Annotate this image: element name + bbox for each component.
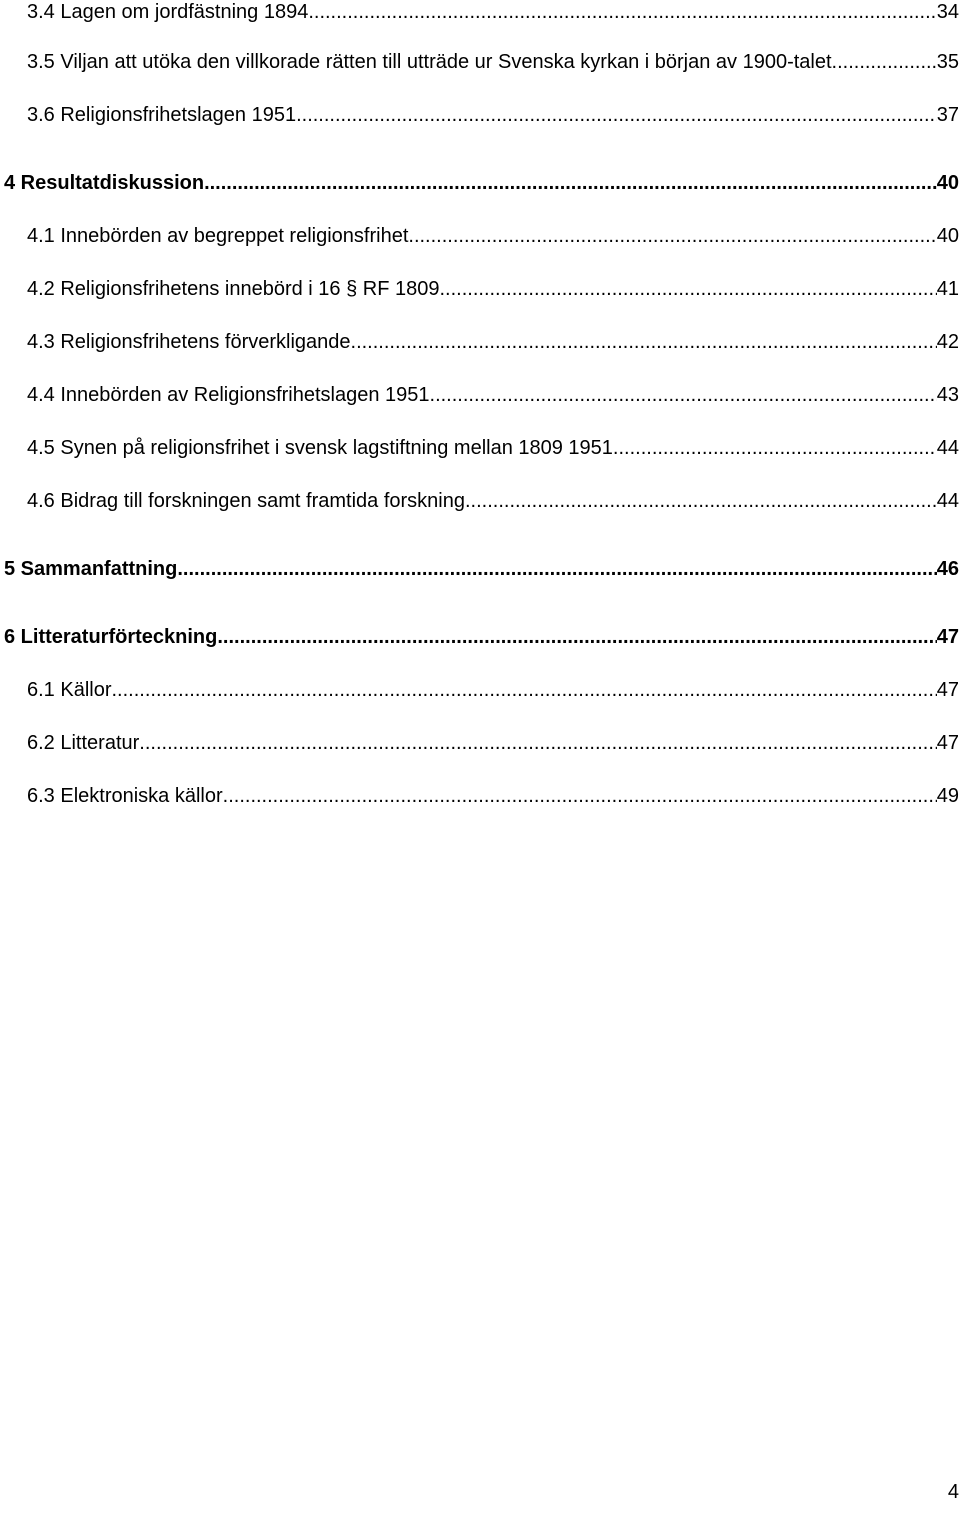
- toc-entry-page: 47: [936, 626, 959, 648]
- toc-dot-leader: [112, 678, 937, 702]
- toc-entry-page: 43: [936, 384, 959, 406]
- toc-entry-page: 44: [936, 437, 959, 459]
- toc-dot-leader: [430, 383, 937, 407]
- toc-entry-chapter[interactable]: [4, 557, 960, 581]
- toc-entry[interactable]: [27, 224, 960, 248]
- toc-entry-title: 6.2 Litteratur: [27, 732, 140, 754]
- toc-entry[interactable]: [27, 103, 960, 127]
- toc-dot-leader: [832, 50, 937, 74]
- toc-dot-leader: [223, 784, 937, 808]
- page-number: 4: [947, 1481, 959, 1503]
- toc-entry-page: 41: [936, 278, 959, 300]
- toc-dot-leader: [439, 277, 936, 301]
- toc-entry-title: 3.5 Viljan att utöka den villkorade rätten till utträde ur Svenska kyrkan i början av 1900-talet: [27, 51, 832, 73]
- toc-entry-page: 40: [936, 225, 959, 247]
- toc-entry-title: 4 Resultatdiskussion: [4, 172, 205, 194]
- toc-entry[interactable]: [27, 330, 960, 354]
- toc-entry-title: 4.2 Religionsfrihetens innebörd i 16 § RF 1809: [27, 278, 440, 300]
- toc-entry-title: 6.3 Elektroniska källor: [27, 785, 223, 807]
- toc-entry-page: 47: [936, 732, 959, 754]
- toc-entry[interactable]: [27, 784, 960, 808]
- toc-dot-leader: [613, 436, 937, 460]
- toc-entry-chapter[interactable]: [4, 625, 960, 649]
- toc-entry[interactable]: [27, 678, 960, 702]
- toc-entry-title: 6 Litteraturförteckning: [4, 626, 218, 648]
- toc-dot-leader: [296, 103, 937, 127]
- toc-dot-leader: [308, 0, 936, 24]
- toc-entry[interactable]: [27, 436, 960, 460]
- toc-entry-page: 44: [936, 490, 959, 512]
- toc-entry-page: 47: [936, 679, 959, 701]
- toc-dot-leader: [177, 557, 936, 581]
- toc-entry-title: 4.3 Religionsfrihetens förverkligande: [27, 331, 351, 353]
- toc-entry[interactable]: [27, 0, 960, 24]
- toc-dot-leader: [217, 625, 936, 649]
- toc-dot-leader: [139, 731, 936, 755]
- toc-entry-title: 4.6 Bidrag till forskningen samt framtida forskning: [27, 490, 465, 512]
- toc-entry[interactable]: [27, 277, 960, 301]
- toc-entry-title: 3.4 Lagen om jordfästning 1894: [27, 1, 309, 23]
- toc-entry-title: 6.1 Källor: [27, 679, 112, 701]
- toc-entry-page: 35: [936, 51, 959, 73]
- toc-dot-leader: [408, 224, 936, 248]
- toc-entry-title: 3.6 Religionsfrihetslagen 1951: [27, 104, 297, 126]
- toc-entry-title: 5 Sammanfattning: [4, 558, 178, 580]
- toc-entry[interactable]: [27, 383, 960, 407]
- toc-dot-leader: [351, 330, 937, 354]
- toc-entry[interactable]: [27, 489, 960, 513]
- toc-entry[interactable]: [27, 731, 960, 755]
- toc-entry-page: 42: [936, 331, 959, 353]
- toc-entry[interactable]: [27, 50, 960, 74]
- toc-entry-title: 4.5 Synen på religionsfrihet i svensk lagstiftning mellan 1809 1951: [27, 437, 613, 459]
- toc-entry-page: 46: [936, 558, 959, 580]
- toc-entry-page: 34: [936, 1, 959, 23]
- toc-entry-page: 49: [936, 785, 959, 807]
- toc-dot-leader: [204, 171, 937, 195]
- toc-entry-page: 40: [936, 172, 959, 194]
- toc-entry-title: 4.4 Innebörden av Religionsfrihetslagen 1951: [27, 384, 430, 406]
- toc-entry-page: 37: [936, 104, 959, 126]
- toc-entry-title: 4.1 Innebörden av begreppet religionsfrihet: [27, 225, 409, 247]
- toc-entry-chapter[interactable]: [4, 171, 960, 195]
- toc-dot-leader: [465, 489, 937, 513]
